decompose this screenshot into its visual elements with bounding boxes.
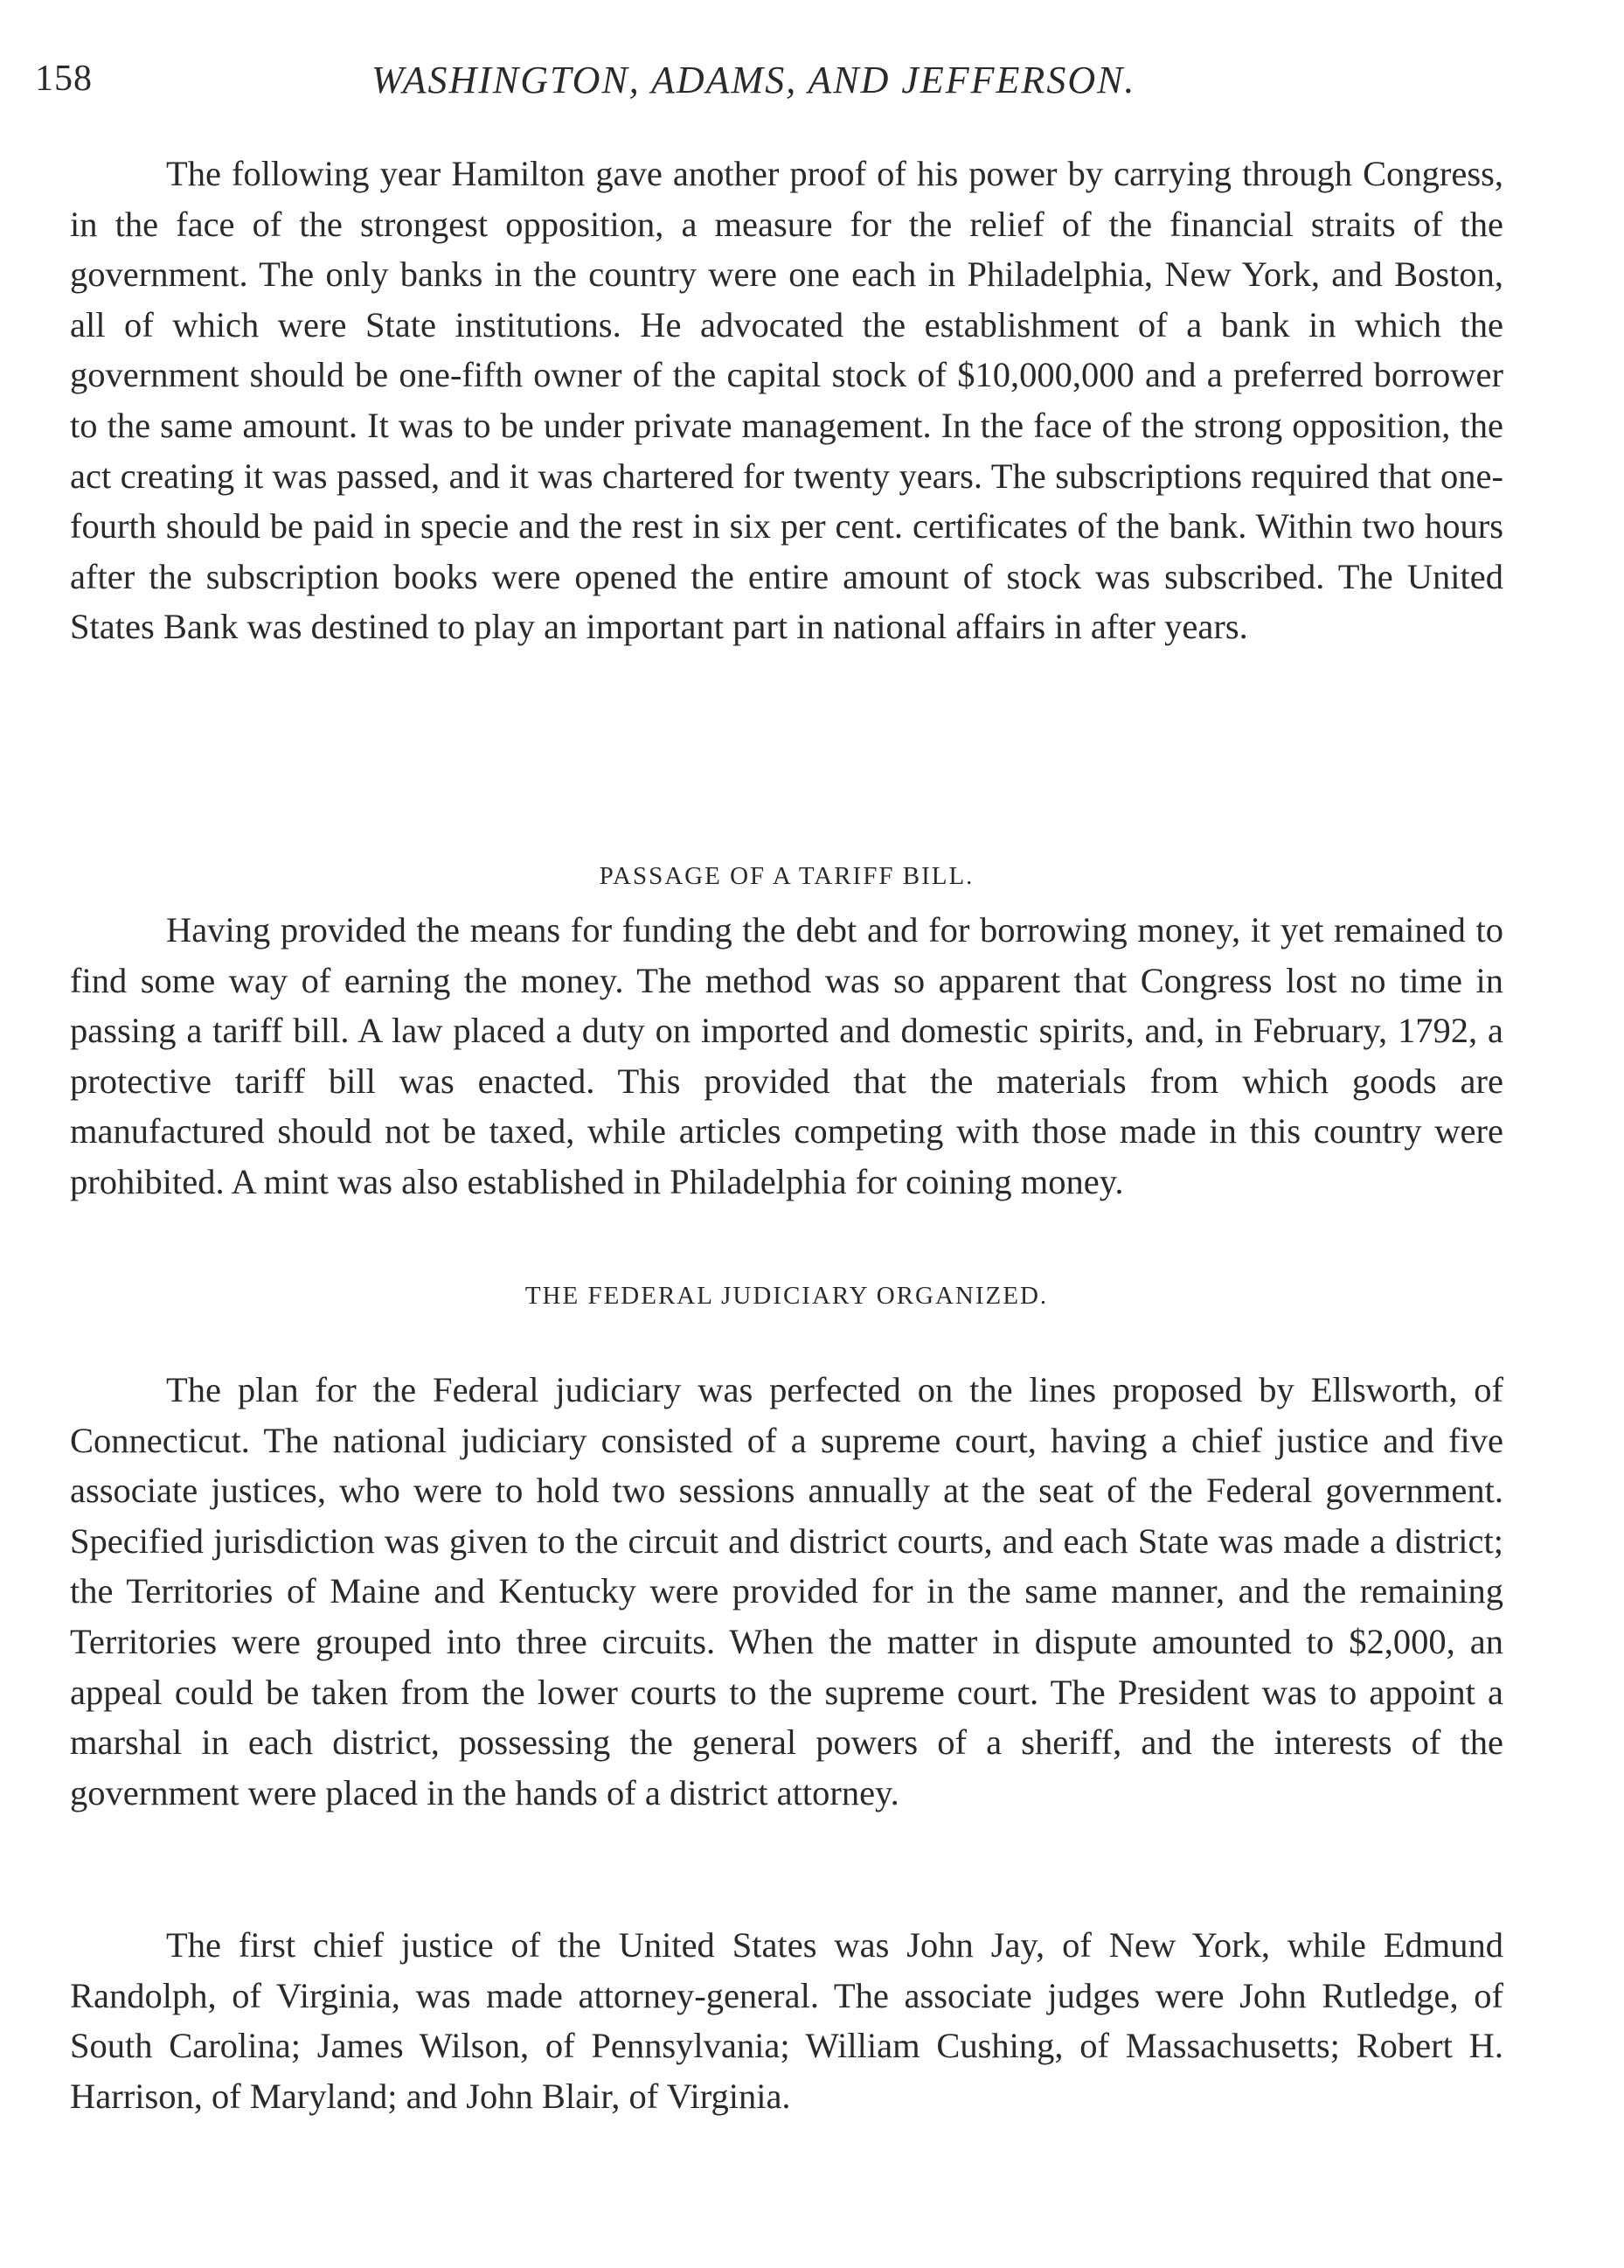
paragraph-tariff: Having provided the means for funding the debt and for borrowing money, it yet remained to find some way of earning the money. The method was so apparent that Congress lost no time in passing a tariff bill. A law placed a duty on imported and domestic spirits, and, in February, 1792, a protective tariff bill was enacted. This provided that the materials from which goods are manufactured should not be taxed, while articles competing with those made in this country were prohibited. A mint was also established in Philadelphia for coining money.: [70, 910, 1503, 1201]
paragraph-judiciary: The plan for the Federal judiciary was perfected on the lines proposed by Ellsworth, of Connecticut. The national judiciary consisted of a supreme court, having a chief justice and five associate justices, who were to hold two sessions annually at the seat of the Federal government. Specified jurisdiction was given to the circuit and district courts, and each State was made a district; the Territories of Maine and Kentucky were provided for in the same manner, and the remaining Territories were grouped into three circuits. When the matter in dispute amounted to $2,000, an appeal could be taken from the lower courts to the supreme court. The President was to appoint a marshal in each district, possessing the general powers of a sheriff, and the interests of the government were placed in the hands of a district attorney.: [70, 1370, 1503, 1812]
paragraph-bank: The following year Hamilton gave another proof of his power by carrying through Congress, in the face of the strongest opposition, a measure for the relief of the financial straits of the government. The only banks in the country were one each in Philadelphia, New York, and Boston, all of which were State institutions. He advocated the establishment of a bank in which the government should be one-fifth owner of the capital stock of $10,000,000 and a preferred borrower to the same amount. It was to be under private management. In the face of the strong opposition, the act creating it was passed, and it was chartered for twenty years. The subscriptions required that one-fourth should be paid in specie and the rest in six per cent. certificates of the bank. Within two hours after the subscription books were opened the entire amount of stock was subscribed. The United States Bank was destined to play an important part in national affairs in after years.: [70, 154, 1503, 647]
section-heading-judiciary: THE FEDERAL JUDICIARY ORGANIZED.: [524, 1282, 1049, 1310]
page-header: [35, 52, 1521, 122]
paragraph-chief-justice: The first chief justice of the United States was John Jay, of New York, while Edmund Randolph, of Virginia, was made attorney-general. The associate judges were John Rutledge, of South Carolina; James Wilson, of Pennsylvania; William Cushing, of Massachusetts; Robert H. Harrison, of Maryland; and John Blair, of Virginia.: [70, 1925, 1503, 2116]
running-head: WASHINGTON, ADAMS, AND JEFFERSON.: [371, 59, 1136, 101]
section-heading-tariff: PASSAGE OF A TARIFF BILL.: [599, 862, 975, 890]
page-number: 158: [35, 59, 93, 99]
